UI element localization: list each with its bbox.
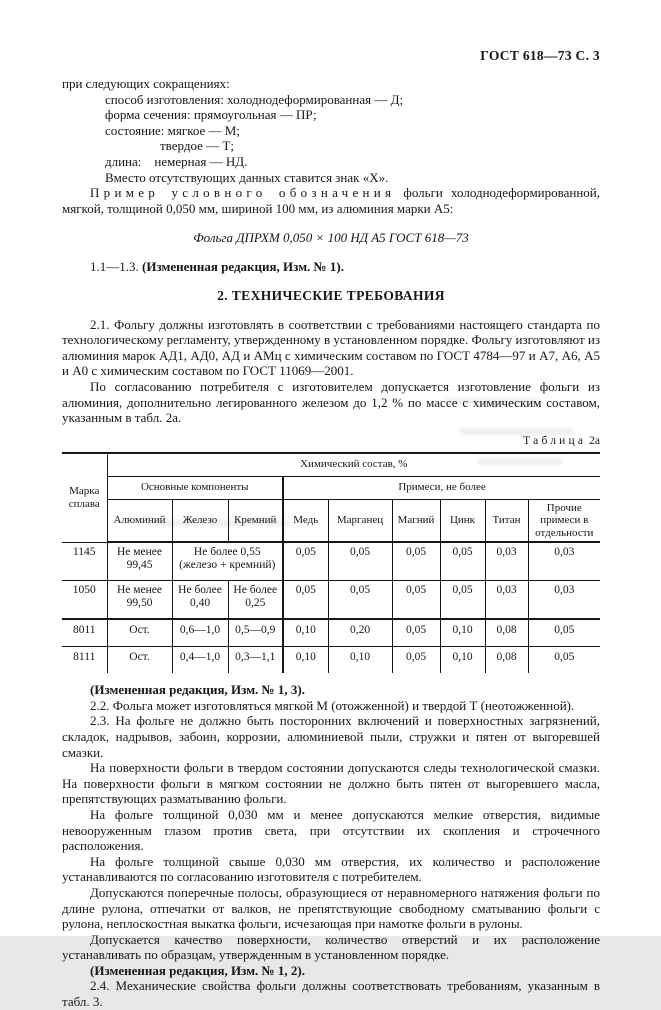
cell-iron-silicon: Не более 0,55 (железо + кремний) [172, 542, 283, 581]
cell-magnesium: 0,05 [392, 619, 440, 647]
paragraph-2-3: 2.3. На фольге не должно быть посторонних включений и поверхностных загрязнений, складок, надрывов, забоин, коррозии, алюминиевой пыли, стружки и пятен от выгоревшей смазки. [62, 713, 600, 760]
cell-titanium: 0,08 [485, 619, 528, 647]
table-row [62, 647, 600, 674]
cell-manganese: 0,10 [328, 647, 392, 674]
paragraph-2-2: 2.2. Фольга может изготовляться мягкой М (отожженной) и твердой Т (неотожженной). [90, 697, 575, 713]
cell-manganese: 0,05 [328, 542, 392, 581]
abbr-shape: форма сечения: прямоугольная — ПР; [105, 107, 317, 123]
amendment-note: (Измененная редакция, Изм. № 1). [142, 258, 344, 274]
col-header-impurities: Примеси, не более [283, 476, 600, 499]
col-header-other-impurities: Прочие примеси в отдельности [528, 499, 600, 542]
cell-grade: 1050 [62, 581, 107, 620]
table-caption-word: Таблица [523, 434, 587, 447]
cell-iron: 0,6—1,0 [172, 619, 228, 647]
col-header-iron: Железо [172, 499, 228, 542]
example-label: Пример условного обозначения [90, 185, 396, 201]
cell-zinc: 0,10 [440, 619, 485, 647]
cell-manganese: 0,20 [328, 619, 392, 647]
cell-aluminium: Не менее 99,50 [107, 581, 172, 620]
col-header-magnesium: Магний [392, 499, 440, 542]
cell-zinc: 0,05 [440, 542, 485, 581]
col-header-zinc: Цинк [440, 499, 485, 542]
col-header-main-components: Основные компоненты [107, 476, 283, 499]
amendment-ref: 1.1—1.3. [90, 258, 142, 274]
cell-copper: 0,05 [283, 542, 328, 581]
cell-aluminium: Ост. [107, 619, 172, 647]
section-heading: 2. ТЕХНИЧЕСКИЕ ТРЕБОВАНИЯ [217, 287, 445, 303]
paragraph-2-3d: На фольге толщиной свыше 0,030 мм отверстия, их количество и расположение устанавливаются по согласованию изготовителя с потребителем. [62, 853, 600, 885]
chemical-composition-table [62, 452, 600, 674]
page-content [62, 76, 600, 1010]
table-caption-number: 2а [589, 434, 600, 447]
cell-titanium: 0,08 [485, 647, 528, 674]
example-text: фольги холоднодеформированной, мягкой, толщиной 0,050 мм, шириной 100 мм, из алюминия марки А5: [62, 185, 600, 216]
abbr-state: состояние: мягкое — М; [105, 122, 240, 138]
table-row [62, 542, 600, 581]
paragraph-2-1b: По согласованию потребителя с изготовителем допускается изготовление фольги из алюминия, дополнительно легированного железом до 1,2 % по массе с химическим составом, указанным в табл. 2а. [62, 378, 600, 426]
cell-aluminium: Ост. [107, 647, 172, 674]
cell-aluminium: Не менее 99,45 [107, 542, 172, 581]
table-caption [62, 435, 600, 447]
cell-copper: 0,10 [283, 647, 328, 674]
designation-formula: Фольга ДПРХМ 0,050 × 100 НД А5 ГОСТ 618—73 [193, 230, 469, 246]
cell-copper: 0,10 [283, 619, 328, 647]
cell-copper: 0,05 [283, 581, 328, 620]
cell-magnesium: 0,05 [392, 542, 440, 581]
cell-iron: 0,4—1,0 [172, 647, 228, 674]
cell-others: 0,05 [528, 647, 600, 674]
cell-titanium: 0,03 [485, 581, 528, 620]
col-header-grade: Марка сплава [62, 453, 107, 543]
abbr-state-hard: твердое — Т; [160, 138, 234, 154]
cell-zinc: 0,10 [440, 647, 485, 674]
intro-note: Вместо отсутствующих данных ставится знак «Х». [105, 169, 389, 185]
cell-others: 0,05 [528, 619, 600, 647]
table-row [62, 581, 600, 620]
cell-others: 0,03 [528, 581, 600, 620]
table-row [62, 619, 600, 647]
col-header-chem: Химический состав, % [107, 453, 600, 477]
paragraph-2-4: 2.4. Механические свойства фольги должны соответствовать требованиям, указанным в табл. 3. [62, 978, 600, 1010]
paragraph-2-3b: На поверхности фольги в твердом состоянии допускаются следы технологической смазки. На поверхности фольги в мягком состоянии не должно быть пятен от выгоревшего масла, препятствующих разматыванию фольги. [62, 760, 600, 807]
paragraph-2-1: 2.1. Фольгу должны изготовлять в соответствии с требованиями настоящего стандарта по технологическому регламенту, утвержденному в установленном порядке. Фольгу изготовляют из алюминия марок АД1, АД0, АД и АМц с химическим составом по ГОСТ 4784—97 и А7, А6, А5 и А0 с химическим составом по ГОСТ 11069—2001. [62, 316, 600, 379]
intro-lead: при следующих сокращениях: [62, 76, 230, 91]
cell-silicon: 0,3—1,1 [228, 647, 283, 674]
example-paragraph [62, 185, 600, 216]
page-header: ГОСТ 618—73 С. 3 [480, 48, 600, 63]
cell-grade: 1145 [62, 542, 107, 581]
col-header-manganese: Марганец [328, 499, 392, 542]
cell-manganese: 0,05 [328, 581, 392, 620]
amendment-1 [62, 259, 600, 275]
cell-magnesium: 0,05 [392, 647, 440, 674]
paragraph-2-3f: Допускается качество поверхности, количество отверстий и их расположение устанавливать по образцам, утвержденным в установленном порядке. [62, 931, 600, 963]
cell-silicon: Не более 0,25 [228, 581, 283, 620]
cell-iron: Не более 0,40 [172, 581, 228, 620]
amendment-1-2: (Измененная редакция, Изм. № 1, 2). [90, 962, 305, 978]
cell-grade: 8111 [62, 647, 107, 674]
cell-silicon: 0,5—0,9 [228, 619, 283, 647]
paragraph-2-3c: На фольге толщиной 0,030 мм и менее допускаются мелкие отверстия, видимые невооруженным глазом против света, при отсутствии их скопления и строчечного расположения. [62, 806, 600, 854]
amendment-1-3: (Измененная редакция, Изм. № 1, 3). [90, 682, 305, 698]
col-header-silicon: Кремний [228, 499, 283, 542]
cell-zinc: 0,05 [440, 581, 485, 620]
cell-grade: 8011 [62, 619, 107, 647]
col-header-aluminium: Алюминий [107, 499, 172, 542]
col-header-titanium: Титан [485, 499, 528, 542]
abbr-method: способ изготовления: холоднодеформированная — Д; [105, 91, 404, 107]
abbr-length: длина: немерная — НД. [105, 153, 248, 169]
paragraph-2-3e: Допускаются поперечные полосы, образующиеся от неравномерного натяжения фольги по длине рулона, отпечатки от валков, не препятствующие свободному сматыванию фольги с рулона, неплоскостная выкатка фольги, исчезающая при намотке фольги в рулоны. [62, 884, 600, 932]
cell-others: 0,03 [528, 542, 600, 581]
cell-titanium: 0,03 [485, 542, 528, 581]
col-header-copper: Медь [283, 499, 328, 542]
cell-magnesium: 0,05 [392, 581, 440, 620]
